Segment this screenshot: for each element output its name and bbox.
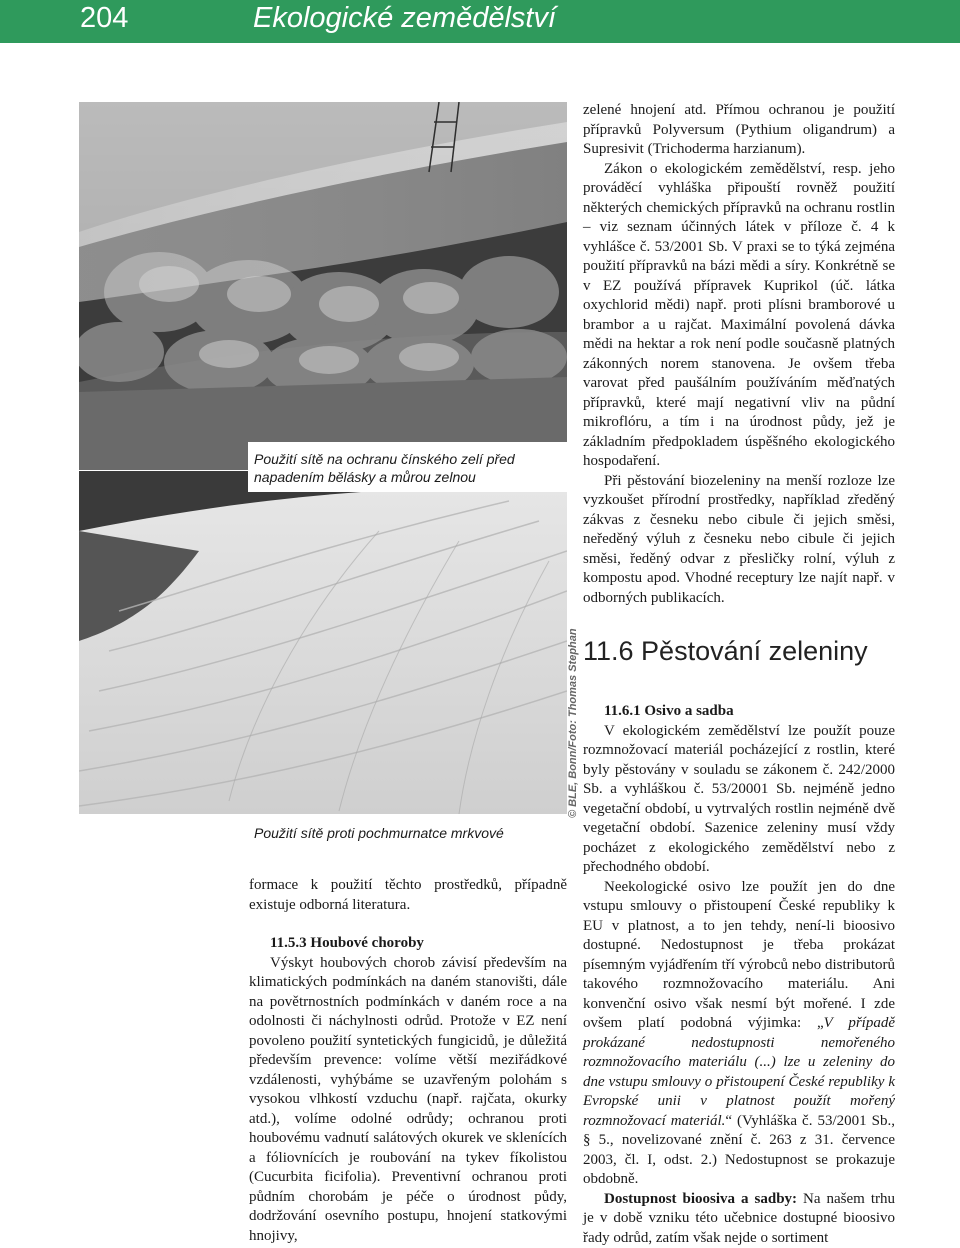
figure-caption-2: Použití sítě proti pochmurnatce mrkvové (248, 815, 567, 851)
photo-cabbage-net (79, 102, 567, 470)
subsection-heading: 11.6.1 Osivo a sadba (583, 702, 895, 722)
subsection-heading: 11.5.3 Houbové choroby (249, 934, 567, 954)
paragraph (583, 878, 895, 1190)
right-column-top (583, 101, 895, 608)
page-number: 204 (80, 2, 128, 35)
paragraph: Zákon o ekologickém zemědělství, resp. jeho prováděcí vyhláška připouští rovněž použití některých chemických přípravků na ochranu rostlin – viz seznam účinných látek v příloze č. 4 k vyhlášce č. 53/2001 Sb. V praxi se to týká zejména použití přípravků na bázi mědi a síry. Konkrétně se v EZ používá přípravek Kuprikol (úč. látka oxychlorid mědi) např. proti plísni bramborové u brambor a u rajčat. Maximální povolená dávka mědi na hektar a rok není podle současně platných zákonných norem stanovena. Je ovšem třeba varovat před paušálním používáním měďnatých přípravků, které mají negativní vliv na půdní mikroflóru, a tím i na úrodnost půdy, jež je základním předpokladem úspěšného ekologického hospodaření. (583, 160, 895, 472)
section-heading: 11.6 Pěstování zeleniny (583, 636, 868, 667)
paragraph: formace k použití těchto prostředků, případně existuje odborná literatura. (249, 876, 567, 915)
text-run: Na našem trhu je v době vzniku této učebnice dostupné bioosivo řady odrůd, zatím však nejde o sortiment (583, 1191, 895, 1246)
quote-italic: V případě prokázané nedostupnosti nemořeného rozmnožovacího materiálu (...) lze u zeleniny do dne vstupu smlouvy o přistoupení České republiky k Evropské unii v platnost použít mořený rozmnožovací materiál. (583, 1015, 895, 1129)
left-column-bottom (249, 876, 567, 1246)
photo-carrot-net (79, 471, 567, 814)
right-column-bottom (583, 702, 895, 1248)
figure-caption-1: Použití sítě na ochranu čínského zelí před napadením bělásky a můrou zelnou (248, 442, 567, 492)
text-run: Neekologické osivo lze použít jen do dne vstupu smlouvy o přistoupení České republiky k EU v platnost, a to jen tehdy, není-li bioosivo dostupné. Nedostupnost je třeba prokázat písemným vyjádřením tří výrobců nebo distributorů takového rozmnožovacího materiálu. Ani konvenční osivo však nesmí být mořené. I zde ovšem platí podobná výjimka: „ (583, 879, 895, 1032)
page-header (0, 0, 960, 43)
text-run: “ (Vyhláška č. 53/2001 Sb., § 5., novelizované znění č. 263 z 31. července 2003, čl. I, odst. 2.) Nedostupnost se prokazuje obdobně. (583, 1113, 895, 1188)
cabbage-photo-image (79, 102, 567, 470)
bold-lead: Dostupnost bioosiva a sadby: (604, 1191, 797, 1207)
paragraph: V ekologickém zemědělství lze použít pouze rozmnožovací materiál pocházející z rostlin, které byly pěstovány v souladu se zákonem č. 242/2000 Sb. a vyhláškou č. 53/20001 Sb. nejméně jedno vegetační období, u vytrvalých rostlin nejméně dvě vegetační období. Sazenice zeleniny musí vždy pocházet z ekologického zemědělství nebo z přechodného období. (583, 722, 895, 878)
paragraph: zelené hnojení atd. Přímou ochranou je použití přípravků Polyversum (Pythium oligandrum) a Supresivit (Trichoderma harzianum). (583, 101, 895, 160)
photo-credit: © BLE, Bonn/Foto: Thomas Stephan (567, 628, 579, 818)
paragraph: Při pěstování biozeleniny na menší rozloze lze vyzkoušet přírodní prostředky, například zředěný zákvas z česneku nebo cibule či jejich směsi, neředěný výluh z česneku nebo cibule či jejich směsi, ředěný odvar z přesličky rolní, výluh z kompostu apod. Vhodné receptury lze najít např. v odborných publikacích. (583, 472, 895, 609)
paragraph: Výskyt houbových chorob závisí především na klimatických podmínkách na daném stanovišti, dále na povětrnostních podmínkách v daném roce a na odolnosti či náchylnosti odrůd. Protože v EZ není povoleno použití syntetických fungicidů, je důležitá především prevence: volíme větší meziřádkové vzdálenosti, vyhýbáme se uzavřeným polohám s vysokou vlhkostí vzduchu (např. rajčata, okurky atd.), volíme odolné odrůdy; ochranou proti houbovému vadnutí salátových okurek ve sklenících a fóliovnících je roubování na tykev fíkolistou (Cucurbita ficifolia). Preventivní ochranou proti půdním chorobám je péče o úrodnost půdy, dodržování osevního postupu, hnojení statkovými hnojivy, (249, 954, 567, 1247)
paragraph (583, 1190, 895, 1248)
chapter-title: Ekologické zemědělství (253, 2, 556, 35)
carrot-field-photo-image (79, 471, 567, 814)
